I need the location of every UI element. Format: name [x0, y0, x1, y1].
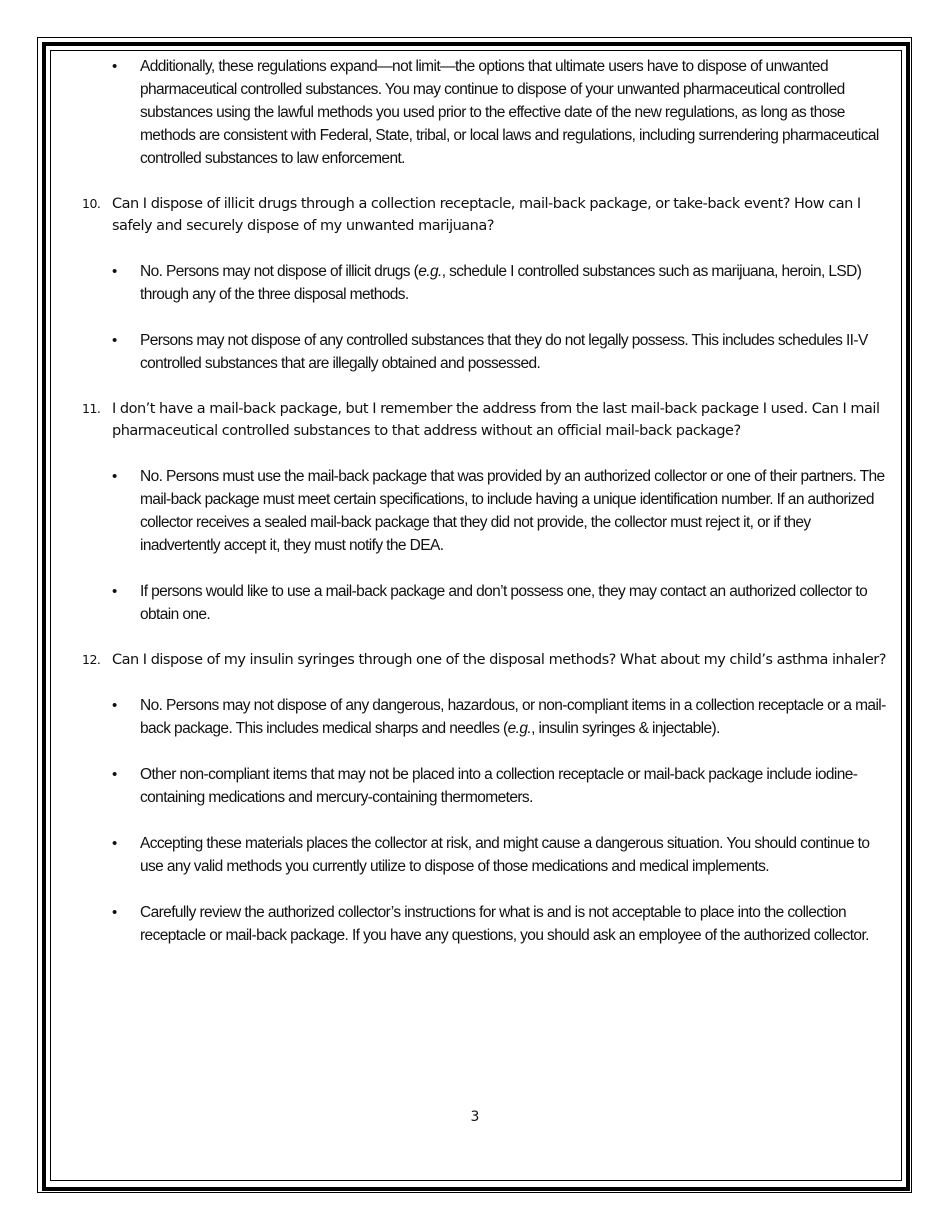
bullet-item — [82, 832, 892, 878]
bullet-icon: • — [112, 697, 117, 714]
bullet-icon: • — [112, 835, 117, 852]
page-number: 3 — [470, 1109, 480, 1125]
bullet-icon: • — [112, 583, 117, 600]
question-number: 11. — [82, 401, 101, 416]
question-number: 10. — [82, 196, 101, 211]
bullet-item — [82, 55, 892, 170]
bullet-text-emphasis: e.g. — [507, 720, 532, 737]
bullet-text: Carefully review the authorized collector’s instructions for what is and is not acceptable to place into the collection receptacle or mail-back package. If you have any questions, you should ask an employee of the authorized collector. — [140, 904, 869, 944]
bullet-text-part: No. Persons may not dispose of illicit drugs ( — [140, 263, 419, 280]
question-text: Can I dispose of my insulin syringes through one of the disposal methods? What about my child’s asthma inhaler? — [112, 652, 886, 668]
question-number: 12. — [82, 652, 101, 667]
bullet-item — [82, 580, 892, 626]
bullet-item — [82, 329, 892, 375]
bullet-icon: • — [112, 332, 117, 349]
bullet-text: Other non-compliant items that may not be placed into a collection receptacle or mail-back package include iodine-containing medications and mercury-containing thermometers. — [140, 766, 858, 806]
bullet-item — [82, 694, 892, 740]
question-text: Can I dispose of illicit drugs through a collection receptacle, mail-back package, or take-back event? How can I safely and securely dispose of my unwanted marijuana? — [112, 196, 861, 234]
bullet-text-part: , schedule I controlled substances such as marijuana, heroin, LSD) through any of the three disposal methods. — [140, 263, 862, 303]
document-body — [82, 55, 892, 970]
bullet-text: Accepting these materials places the collector at risk, and might cause a dangerous situation. You should continue to use any valid methods you currently utilize to dispose of those medications and medical implements. — [140, 835, 870, 875]
faq-question — [82, 649, 892, 671]
bullet-text: Persons may not dispose of any controlled substances that they do not legally possess. This includes schedules II-V controlled substances that are illegally obtained and possessed. — [140, 332, 868, 372]
bullet-item — [82, 465, 892, 557]
bullet-text: If persons would like to use a mail-back package and don’t possess one, they may contact an authorized collector to obtain one. — [140, 583, 868, 623]
bullet-icon: • — [112, 58, 117, 75]
bullet-icon: • — [112, 766, 117, 783]
question-text: I don’t have a mail-back package, but I remember the address from the last mail-back package I used. Can I mail pharmaceutical controlled substances to that address without an official mail-back package? — [112, 401, 880, 439]
bullet-icon: • — [112, 904, 117, 921]
bullet-text-emphasis: e.g. — [418, 263, 442, 280]
bullet-icon: • — [112, 263, 117, 280]
faq-question — [82, 193, 892, 237]
faq-question — [82, 398, 892, 442]
bullet-icon: • — [112, 468, 117, 485]
bullet-text: No. Persons must use the mail-back package that was provided by an authorized collector or one of their partners. The mail-back package must meet certain specifications, to include having a unique identification number. If an authorized collector receives a sealed mail-back package that they did not provide, the collector must reject it, or if they inadvertently accept it, they must notify the DEA. — [140, 468, 885, 554]
bullet-text-part: No. Persons may not dispose of any dangerous, hazardous, or non-compliant items in a collection receptacle or a mail-back package. This includes medical sharps and needles ( — [140, 697, 886, 737]
bullet-item — [82, 763, 892, 809]
bullet-text: Additionally, these regulations expand—not limit—the options that ultimate users have to dispose of unwanted pharmaceutical controlled substances. You may continue to dispose of your unwanted pharmaceutical controlled substances using the lawful methods you used prior to the effective date of the new regulations, as long as those methods are consistent with Federal, State, tribal, or local laws and regulations, including surrendering pharmaceutical controlled substances to law enforcement. — [140, 58, 879, 167]
bullet-item — [82, 901, 892, 947]
bullet-text-part: , insulin syringes & injectable). — [531, 720, 720, 737]
bullet-item — [82, 260, 892, 306]
